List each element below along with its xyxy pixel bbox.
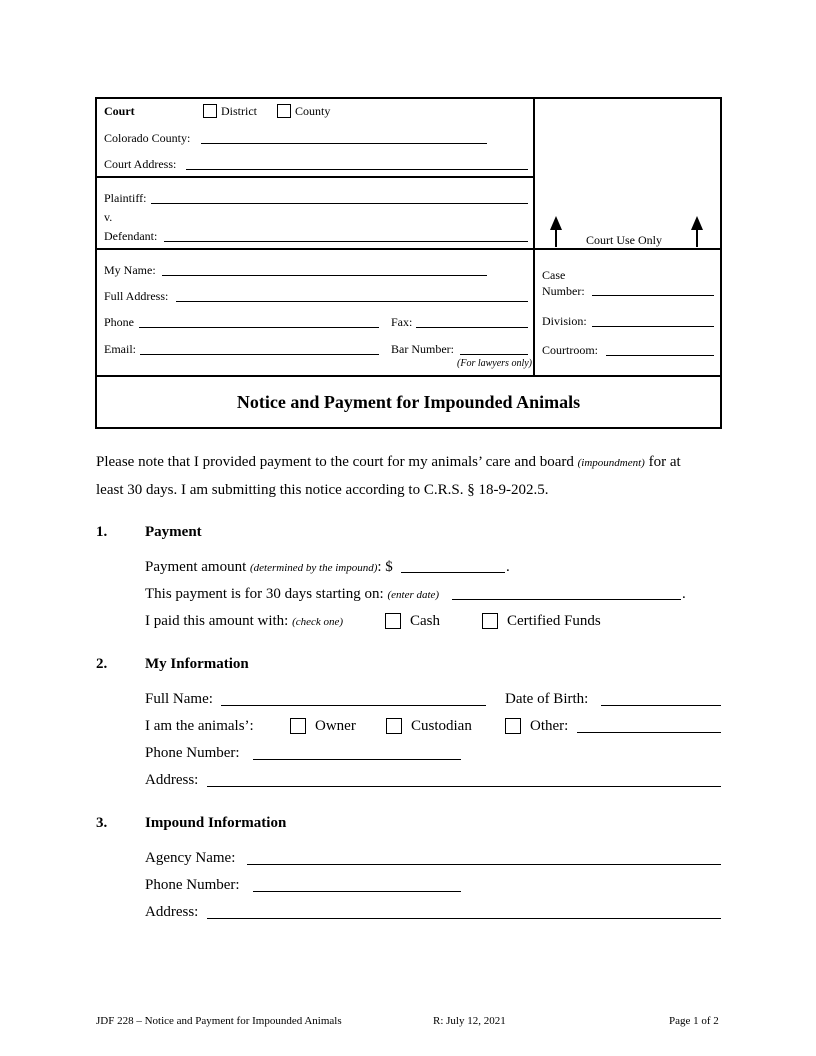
payment-amount-suffix: : $ [377, 559, 393, 575]
section-3-number: 3. [96, 815, 108, 831]
case-label: Case [542, 268, 566, 282]
full-name-field[interactable] [221, 705, 486, 706]
cash-checkbox[interactable] [385, 613, 401, 629]
certified-funds-checkbox[interactable] [482, 613, 498, 629]
custodian-label: Custodian [411, 718, 472, 734]
paid-with-label: I paid this amount with: [145, 613, 293, 629]
impound-address-field[interactable] [207, 918, 721, 919]
county-checkbox[interactable] [277, 104, 291, 118]
caption-divider-parties [95, 248, 722, 250]
caption-divider-court [95, 176, 535, 178]
for-lawyers-only-note: (For lawyers only) [457, 358, 532, 369]
defendant-field[interactable] [164, 241, 528, 242]
case-number-label: Number: [542, 284, 585, 298]
other-label: Other: [530, 718, 569, 734]
payment-period-row [145, 586, 439, 603]
phone-field[interactable] [139, 327, 379, 328]
section-1-number: 1. [96, 524, 108, 540]
my-phone-number-label: Phone Number: [145, 745, 240, 761]
owner-label: Owner [315, 718, 356, 734]
fax-field[interactable] [416, 327, 528, 328]
versus-label: v. [104, 210, 113, 224]
payment-amount-note: (determined by the impound) [250, 562, 378, 574]
form-title: Notice and Payment for Impounded Animals [236, 392, 581, 412]
footer-revision: R: July 12, 2021 [433, 1015, 506, 1027]
payment-period-label: This payment is for 30 days starting on: [145, 586, 388, 602]
impound-phone-number-label: Phone Number: [145, 877, 240, 893]
footer-form-id: JDF 228 – Notice and Payment for Impounded Animals [96, 1015, 342, 1027]
plaintiff-label: Plaintiff: [104, 191, 147, 205]
courtroom-field[interactable] [606, 355, 714, 356]
footer-page-number: Page 1 of 2 [669, 1015, 719, 1027]
email-label: Email: [104, 342, 136, 356]
agency-name-field[interactable] [247, 864, 721, 865]
email-field[interactable] [140, 354, 379, 355]
intro-line-2: least 30 days. I am submitting this notice according to C.R.S. § 18-9-202.5. [96, 482, 549, 498]
my-address-label: Address: [145, 772, 199, 788]
other-checkbox[interactable] [505, 718, 521, 734]
payment-amount-label: Payment amount [145, 559, 250, 575]
section-3-heading: Impound Information [145, 815, 287, 831]
payment-amount-field[interactable] [401, 572, 505, 573]
full-address-field[interactable] [176, 301, 528, 302]
custodian-checkbox[interactable] [386, 718, 402, 734]
date-of-birth-field[interactable] [601, 705, 721, 706]
my-name-label: My Name: [104, 263, 156, 277]
paid-with-note: (check one) [292, 616, 344, 628]
animal-role-label: I am the animals’: [145, 718, 254, 734]
paid-with-row [145, 613, 343, 630]
my-phone-number-field[interactable] [253, 759, 461, 760]
payment-start-date-field[interactable] [452, 599, 681, 600]
section-2-number: 2. [96, 656, 108, 672]
impoundment-note: (impoundment) [577, 457, 645, 469]
my-name-field[interactable] [162, 275, 487, 276]
agency-name-label: Agency Name: [145, 850, 236, 866]
court-address-label: Court Address: [104, 157, 177, 171]
intro-line-1 [96, 454, 681, 471]
date-of-birth-label: Date of Birth: [505, 691, 589, 707]
payment-period-note: (enter date) [387, 589, 440, 601]
bar-number-field[interactable] [460, 354, 528, 355]
cash-label: Cash [410, 613, 440, 629]
fax-label: Fax: [391, 315, 413, 329]
case-caption-box [95, 97, 722, 429]
colorado-county-label: Colorado County: [104, 131, 191, 145]
courtroom-label: Courtroom: [542, 343, 598, 357]
district-label: District [221, 104, 257, 118]
court-label: Court [104, 104, 135, 118]
other-role-field[interactable] [577, 732, 721, 733]
impound-address-label: Address: [145, 904, 199, 920]
payment-period-mark: . [682, 586, 686, 602]
colorado-county-field[interactable] [201, 143, 487, 144]
section-2-heading: My Information [145, 656, 249, 672]
intro-text-1: Please note that I provided payment to the court for my animals’ care and board [96, 454, 578, 470]
phone-label: Phone [104, 315, 134, 329]
bar-number-label: Bar Number: [391, 342, 454, 356]
case-number-field[interactable] [592, 295, 714, 296]
owner-checkbox[interactable] [290, 718, 306, 734]
my-address-field[interactable] [207, 786, 721, 787]
intro-text-1-end: for at [644, 454, 681, 470]
plaintiff-field[interactable] [151, 203, 528, 204]
certified-funds-label: Certified Funds [507, 613, 601, 629]
caption-divider-vertical [533, 97, 535, 377]
full-address-label: Full Address: [104, 289, 169, 303]
caption-divider-title [95, 375, 722, 377]
payment-amount-period: . [506, 559, 510, 575]
division-label: Division: [542, 314, 587, 328]
court-use-only-label: Court Use Only [586, 233, 662, 247]
payment-amount-row [145, 559, 393, 576]
up-arrow-shaft [696, 228, 698, 247]
court-address-field[interactable] [186, 169, 528, 170]
defendant-label: Defendant: [104, 229, 158, 243]
district-checkbox[interactable] [203, 104, 217, 118]
impound-phone-number-field[interactable] [253, 891, 461, 892]
full-name-label: Full Name: [145, 691, 213, 707]
county-label: County [295, 104, 331, 118]
section-1-heading: Payment [145, 524, 202, 540]
up-arrow-shaft [555, 228, 557, 247]
division-field[interactable] [592, 326, 714, 327]
